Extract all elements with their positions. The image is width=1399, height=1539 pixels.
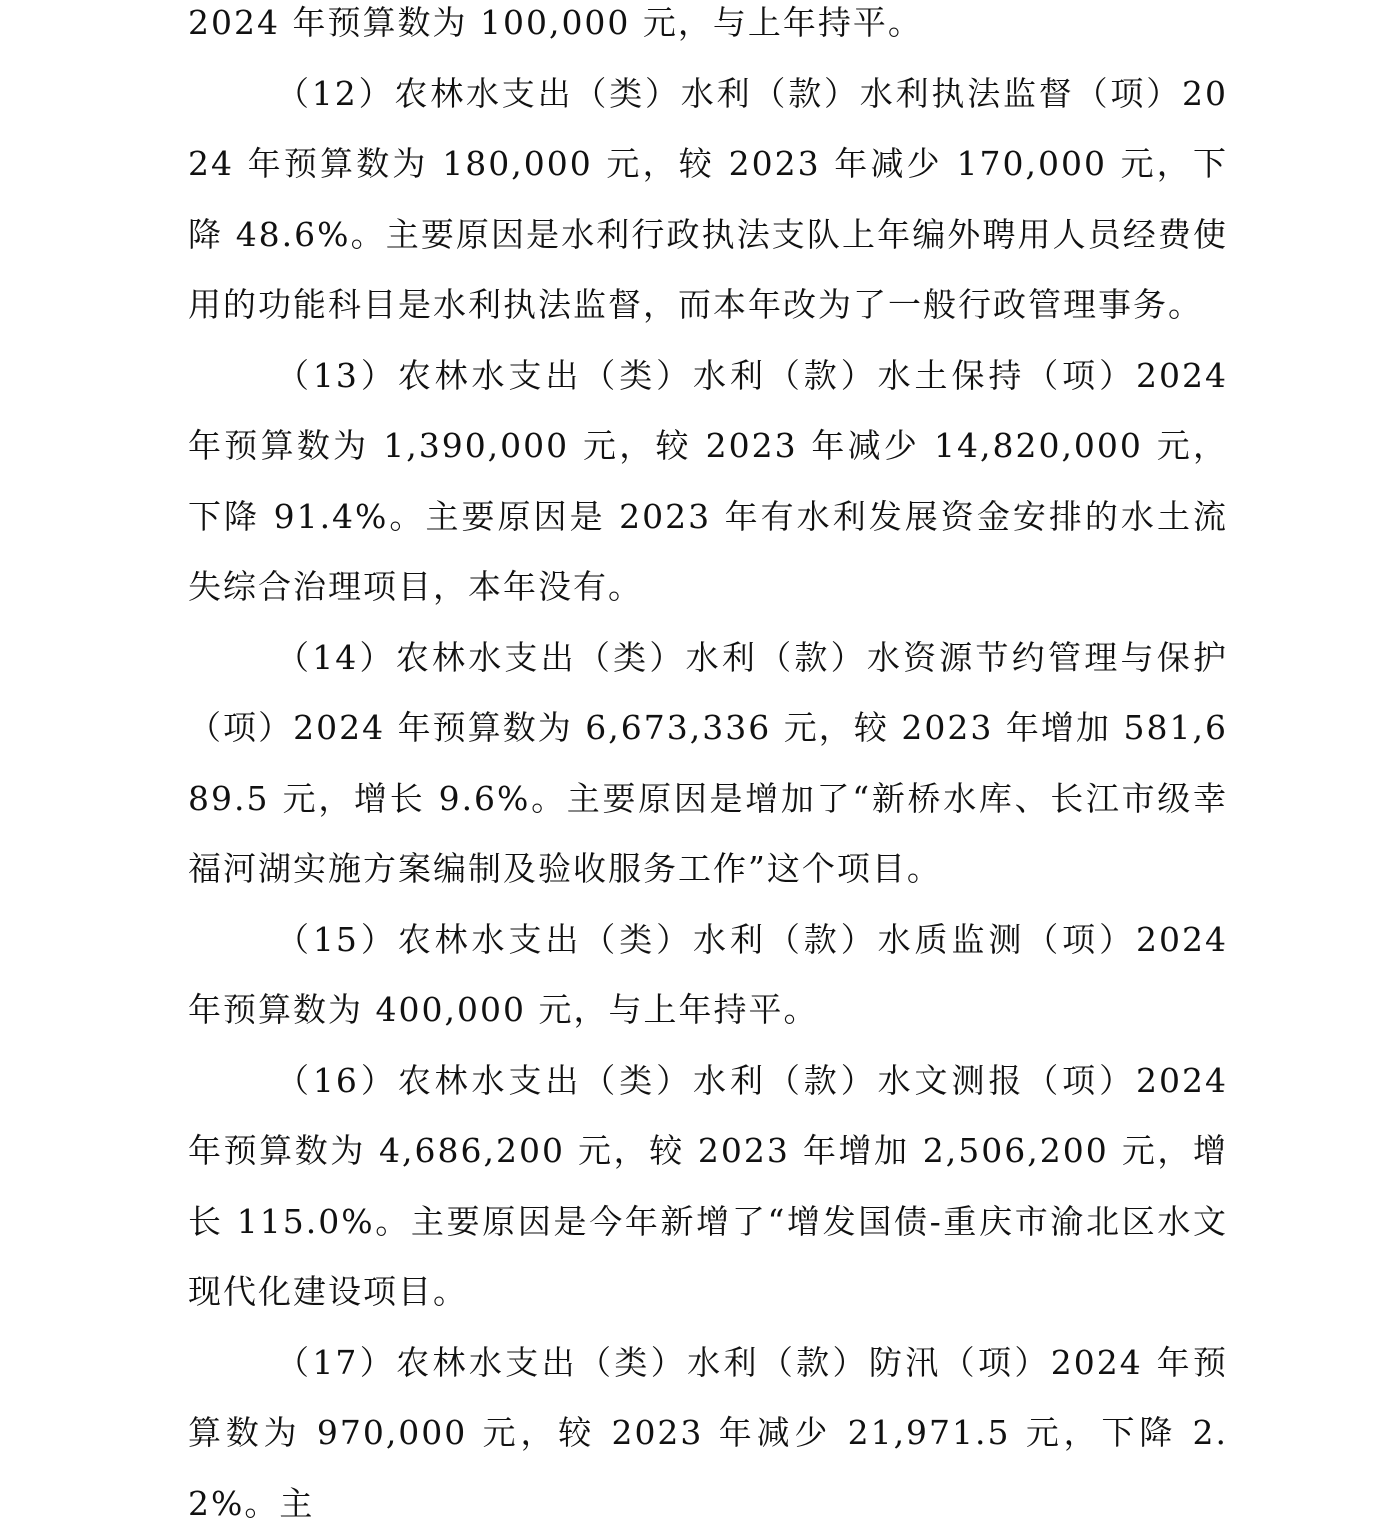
paragraph-13: （13）农林水支出（类）水利（款）水土保持（项）2024 年预算数为 1,390,000 元，较 2023 年减少 14,820,000 元，下降 91.4%。主要原因是 2023 年有水利发展资金安排的水土流失综合治理项目，本年没有。 — [188, 341, 1228, 623]
paragraph-14: （14）农林水支出（类）水利（款）水资源节约管理与保护（项）2024 年预算数为 6,673,336 元，较 2023 年增加 581,689.5 元，增长 9.6%。主要原因是增加了“新桥水库、长江市级幸福河湖实施方案编制及验收服务工作”这个项目。 — [188, 623, 1228, 905]
paragraph-17: （17）农林水支出（类）水利（款）防汛（项）2024 年预算数为 970,000 元，较 2023 年减少 21,971.5 元，下降 2.2%。主 — [188, 1328, 1228, 1539]
paragraph-15: （15）农林水支出（类）水利（款）水质监测（项）2024 年预算数为 400,000 元，与上年持平。 — [188, 905, 1228, 1046]
paragraph-16: （16）农林水支出（类）水利（款）水文测报（项）2024 年预算数为 4,686,200 元，较 2023 年增加 2,506,200 元，增长 115.0%。主要原因是今年新增了“增发国债-重庆市渝北区水文现代化建设项目。 — [188, 1046, 1228, 1328]
paragraph-12: （12）农林水支出（类）水利（款）水利执法监督（项）2024 年预算数为 180,000 元，较 2023 年减少 170,000 元，下降 48.6%。主要原因是水利行政执法支队上年编外聘用人员经费使用的功能科目是水利执法监督，而本年改为了一般行政管理事务。 — [188, 59, 1228, 341]
paragraph-11-continuation: 2024 年预算数为 100,000 元，与上年持平。 — [188, 0, 1228, 59]
document-page — [188, 0, 1228, 1539]
